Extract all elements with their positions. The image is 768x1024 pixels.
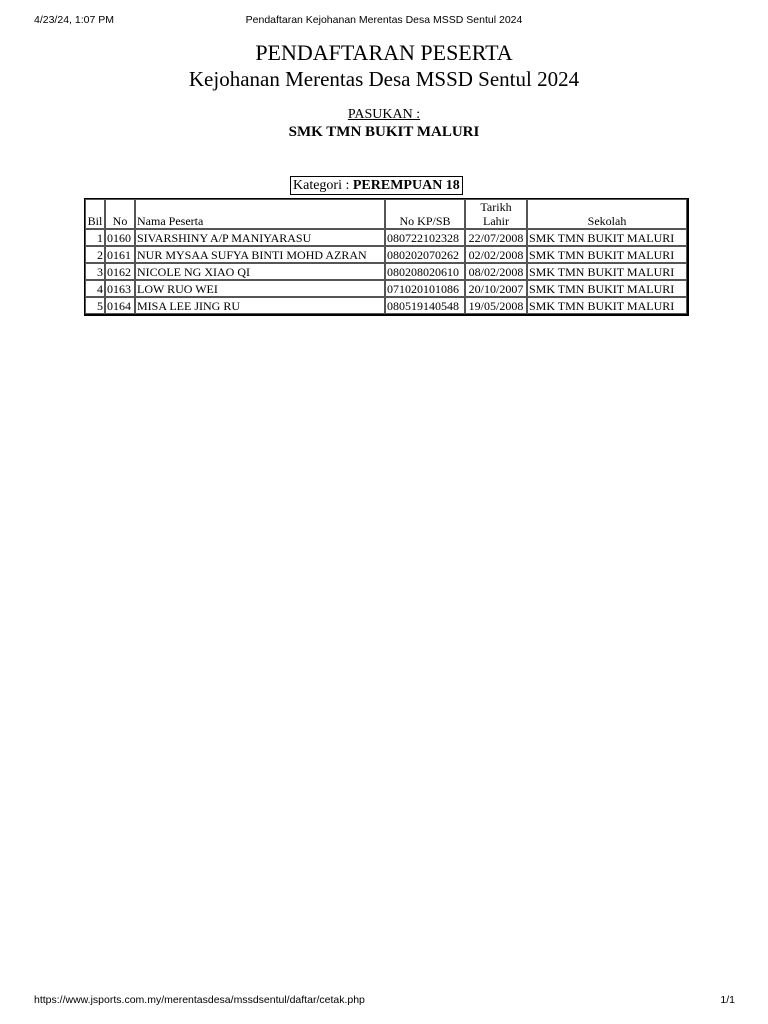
team-label-text: PASUKAN : (347, 107, 421, 122)
cell-bil: 2 (85, 246, 105, 263)
cell-name: NICOLE NG XIAO QI (135, 263, 385, 280)
cell-name: MISA LEE JING RU (135, 297, 385, 314)
team-label (0, 106, 768, 123)
cell-bil: 4 (85, 280, 105, 297)
cell-dob: 08/02/2008 (465, 263, 527, 280)
cell-dob: 20/10/2007 (465, 280, 527, 297)
team-name: SMK TMN BUKIT MALURI (288, 124, 480, 140)
cell-bil: 3 (85, 263, 105, 280)
print-footer (0, 994, 768, 1010)
cell-name: SIVARSHINY A/P MANIYARASU (135, 229, 385, 246)
cell-school: SMK TMN BUKIT MALURI (527, 263, 687, 280)
cell-bil: 1 (85, 229, 105, 246)
page-subtitle: Kejohanan Merentas Desa MSSD Sentul 2024 (188, 67, 580, 91)
cell-no: 0164 (105, 297, 135, 314)
cell-name: NUR MYSAA SUFYA BINTI MOHD AZRAN (135, 246, 385, 263)
table-row (85, 229, 687, 246)
cell-no: 0160 (105, 229, 135, 246)
print-page-number: 1/1 (720, 994, 735, 1006)
header-kp: No KP/SB (385, 199, 465, 229)
cell-school: SMK TMN BUKIT MALURI (527, 280, 687, 297)
cell-no: 0163 (105, 280, 135, 297)
print-doc-title: Pendaftaran Kejohanan Merentas Desa MSSD Sentul 2024 (245, 14, 523, 26)
header-dob-line2: Lahir (483, 214, 509, 228)
table-row (85, 297, 687, 314)
cell-school: SMK TMN BUKIT MALURI (527, 246, 687, 263)
header-dob-line1: Tarikh (480, 200, 512, 214)
cell-no: 0162 (105, 263, 135, 280)
cell-school: SMK TMN BUKIT MALURI (527, 297, 687, 314)
header-dob (465, 199, 527, 229)
cell-dob: 22/07/2008 (465, 229, 527, 246)
table-row (85, 263, 687, 280)
cell-kp: 080519140548 (385, 297, 465, 314)
category-label: Kategori : (293, 178, 350, 193)
cell-kp: 080208020610 (385, 263, 465, 280)
cell-name: LOW RUO WEI (135, 280, 385, 297)
cell-dob: 19/05/2008 (465, 297, 527, 314)
header-name: Nama Peserta (135, 199, 385, 229)
cell-kp: 080202070262 (385, 246, 465, 263)
page-title: PENDAFTARAN PESERTA (255, 40, 513, 65)
category-box (290, 176, 463, 195)
cell-kp: 080722102328 (385, 229, 465, 246)
table-row (85, 246, 687, 263)
table-row (85, 280, 687, 297)
header-bil: Bil (85, 199, 105, 229)
cell-no: 0161 (105, 246, 135, 263)
header-school: Sekolah (527, 199, 687, 229)
participants-table (84, 198, 689, 316)
print-datetime: 4/23/24, 1:07 PM (34, 14, 114, 26)
cell-bil: 5 (85, 297, 105, 314)
category-value: PEREMPUAN 18 (352, 178, 460, 193)
cell-dob: 02/02/2008 (465, 246, 527, 263)
table-header-row (85, 199, 687, 229)
header-no: No (105, 199, 135, 229)
cell-kp: 071020101086 (385, 280, 465, 297)
print-header (0, 14, 768, 30)
print-url: https://www.jsports.com.my/merentasdesa/mssdsentul/daftar/cetak.php (34, 994, 365, 1006)
cell-school: SMK TMN BUKIT MALURI (527, 229, 687, 246)
